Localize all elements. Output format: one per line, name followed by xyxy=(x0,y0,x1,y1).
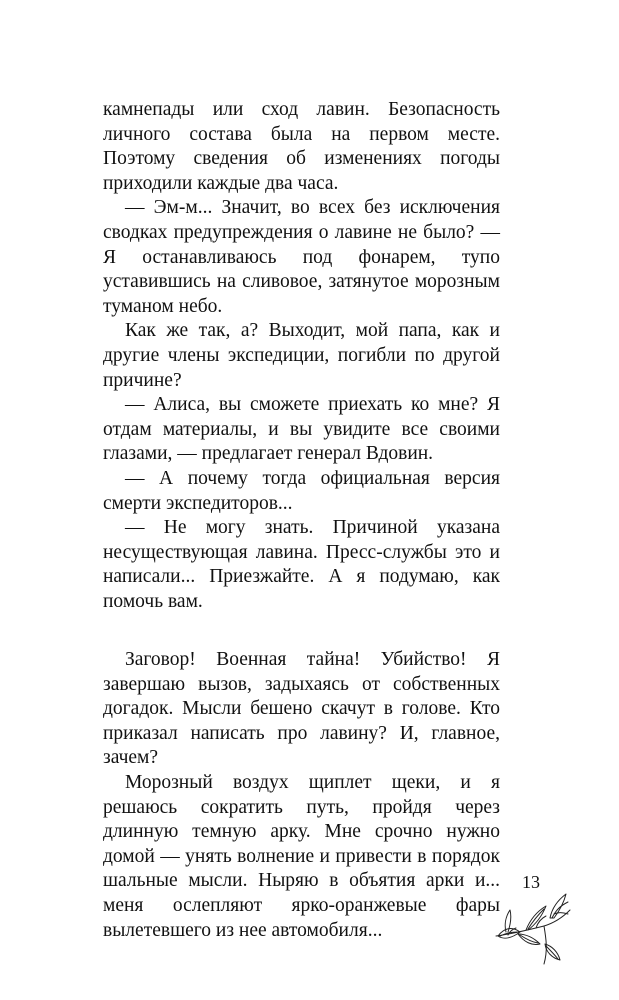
paragraph: — А почему тогда официальная версия смерти экспедиторов... xyxy=(103,467,500,514)
paragraph: — Не могу знать. Причиной указана несуществующая лавина. Пресс-службы это и написали... Приезжайте. А я подумаю, как помочь вам. xyxy=(103,517,500,612)
text-section-1 xyxy=(103,98,500,614)
paragraph: Морозный воздух щиплет щеки, и я решаюсь сократить путь, пройдя через длинную темную арку. Мне срочно нужно домой — унять волнение и привести в порядок шальные мысли. Ныряю в объятия арки и... меня ослепляют ярко-оранжевые фары вылетевшего из нее автомобиля... xyxy=(103,771,500,941)
paragraph: камнепады или сход лавин. Безопасность личного состава была на первом месте. Поэтому сведения об изменениях погоды приходили каждые два часа. xyxy=(103,99,500,194)
paragraph: — Алиса, вы сможете приехать ко мне? Я отдам материалы, и вы увидите все своими глазами, — предлагает генерал Вдовин. xyxy=(103,394,500,465)
page-number: 13 xyxy=(522,872,540,892)
paragraph: Заговор! Военная тайна! Убийство! Я завершаю вызов, задыхаясь от собственных догадок. Мысли бешено скачут в голове. Кто приказал написать про лавину? И, главное, зачем? xyxy=(103,649,500,769)
text-section-2 xyxy=(103,648,500,943)
paragraph: — Эм-м... Значит, во всех без исключения сводках предупреждения о лавине не было? — Я останавливаюсь под фонарем, тупо уставившись на сливовое, затянутое морозным туманом небо. xyxy=(103,197,500,317)
lily-branch-icon xyxy=(488,888,574,970)
paragraph: Как же так, а? Выходит, мой папа, как и другие члены экспедиции, погибли по другой причине? xyxy=(103,320,500,391)
